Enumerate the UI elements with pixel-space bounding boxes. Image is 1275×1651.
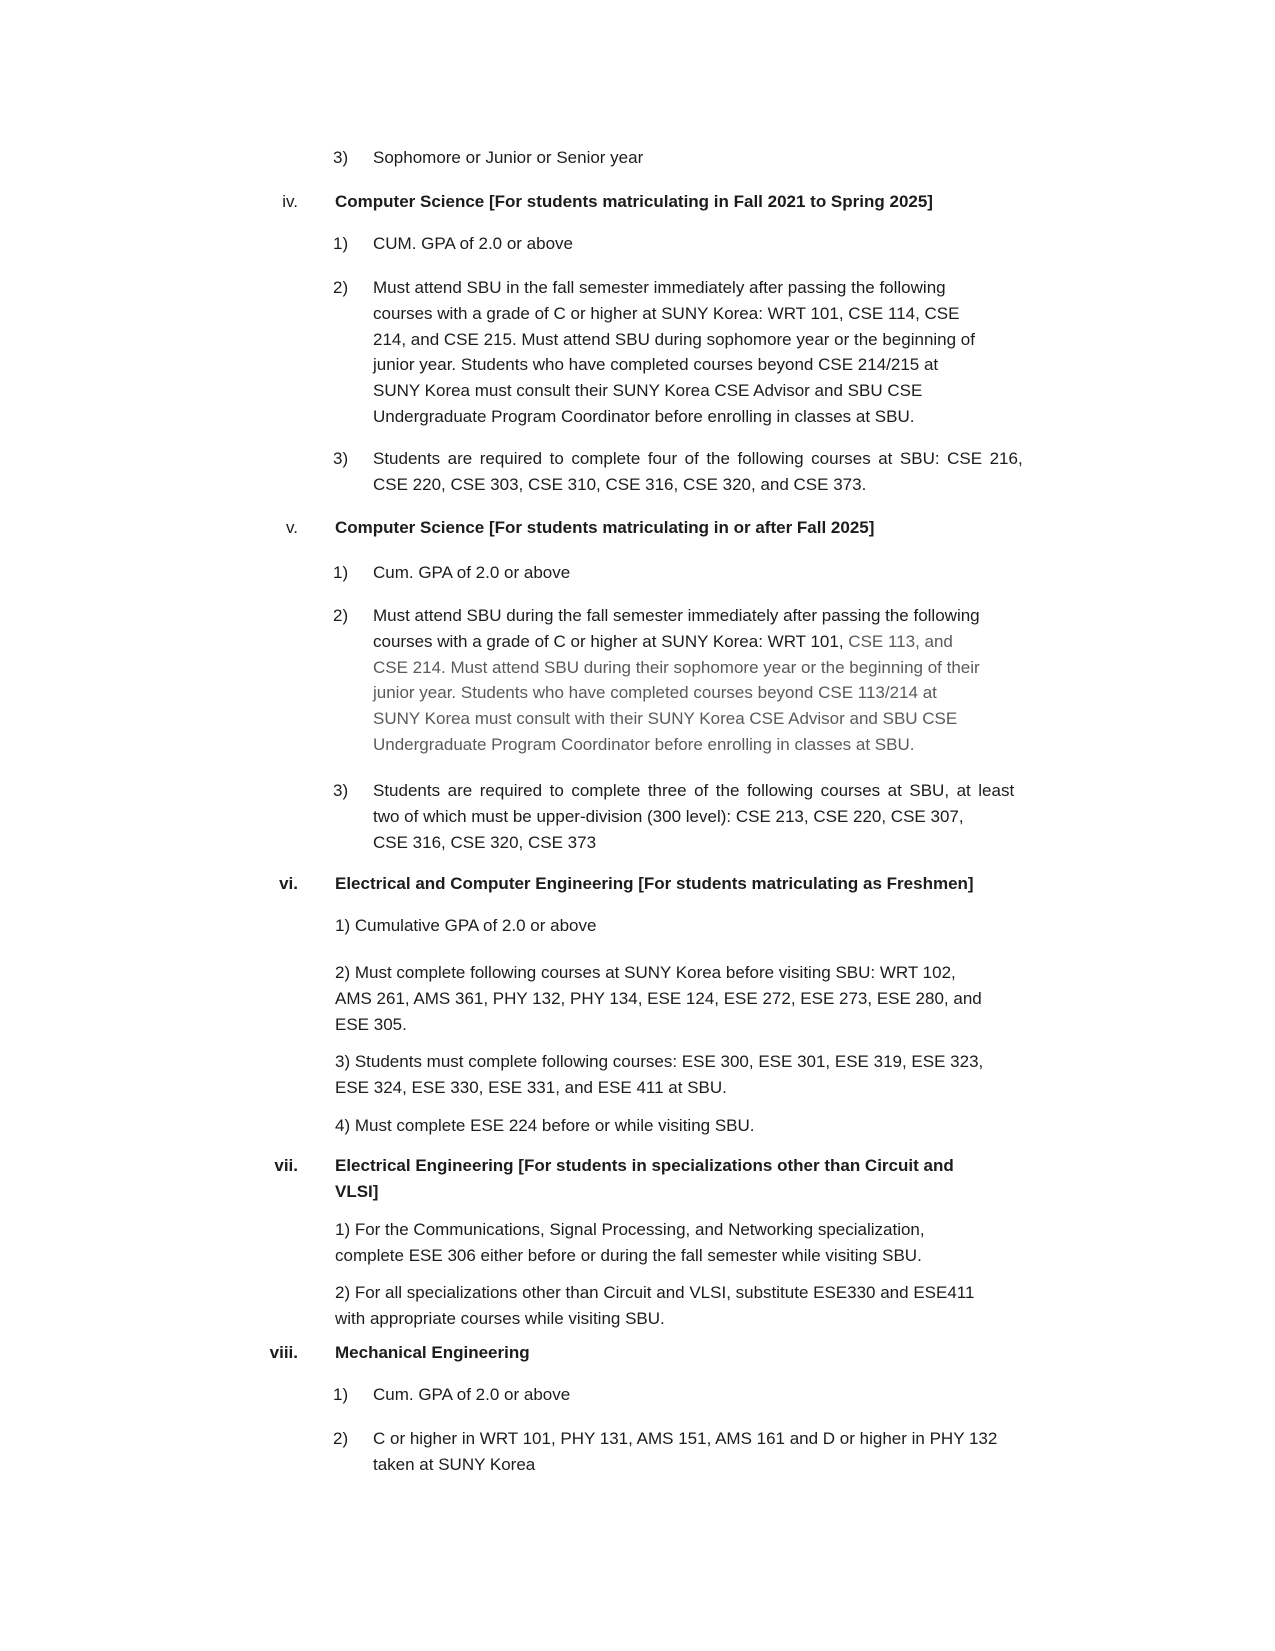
list-item-text [373,778,1097,855]
text-line: courses with a grade of C or higher at SUNY Korea: WRT 101, CSE 114, CSE [373,303,960,323]
roman-numeral-v: v. [286,518,298,537]
section-heading-vi [279,871,1085,897]
text-line: 4) Must complete ESE 224 before or while visiting SBU. [335,1116,755,1135]
text-line: CSE 220, CSE 303, CSE 310, CSE 316, CSE 320, and CSE 373. [373,474,867,494]
list-item-text [373,1426,1097,1478]
text-line-gray: SUNY Korea must consult with their SUNY Korea CSE Advisor and SBU CSE [373,709,958,729]
roman-numeral-vii: vii. [274,1156,298,1175]
list-item-viii-2 [333,1426,1097,1478]
list-item-number: 3) [333,781,349,800]
section-title-viii: Mechanical Engineering [335,1343,530,1362]
section-heading-viii [269,1340,1085,1366]
text-line: Students are required to complete three of the following courses at SBU, at least [373,781,1015,800]
list-item-number: 2) [333,1429,349,1448]
list-item-v-1 [333,560,1097,586]
text-line: two of which must be upper-division (300 level): CSE 213, CSE 220, CSE 307, [373,806,964,826]
text-line: 2) Must complete following courses at SUNY Korea before visiting SBU: WRT 102, [335,963,956,982]
section-heading-iv [282,189,1085,215]
list-item-text: Cum. GPA of 2.0 or above [373,1385,571,1404]
roman-numeral-iv: iv. [282,192,298,211]
list-item-text: Sophomore or Junior or Senior year [373,148,644,167]
list-item-text [373,603,1097,758]
section-heading-v [286,515,1085,541]
text-line: Students are required to complete four of the following courses at SBU: CSE 216, [373,449,1023,468]
list-item-iv-2 [333,275,1097,430]
list-item-text [373,275,1097,430]
roman-numeral-vi: vi. [279,874,298,893]
list-item-iv-3 [333,446,1097,498]
roman-numeral-viii: viii. [269,1343,298,1362]
paragraph-vii-2 [335,1280,1087,1332]
section-title-iv: Computer Science [For students matriculating in Fall 2021 to Spring 2025] [335,192,933,211]
section-title-line: Electrical Engineering [For students in specializations other than Circuit and [335,1156,954,1175]
list-item-iv-1 [333,231,1097,257]
paragraph-vii-1 [335,1217,1087,1269]
text-line: with appropriate courses while visiting SBU. [335,1308,665,1328]
text-line: SUNY Korea must consult their SUNY Korea CSE Advisor and SBU CSE [373,381,923,401]
list-item-sophomore-year [333,145,1097,171]
section-title-vi: Electrical and Computer Engineering [For students matriculating as Freshmen] [335,874,974,893]
list-item-number: 1) [333,1385,349,1404]
text-line-gray: Undergraduate Program Coordinator before enrolling in classes at SBU. [373,734,915,754]
text-line: Must attend SBU during the fall semester immediately after passing the following [373,606,980,625]
paragraph-vi-4 [335,1113,1087,1139]
text-line: AMS 261, AMS 361, PHY 132, PHY 134, ESE 124, ESE 272, ESE 273, ESE 280, and [335,988,982,1008]
list-item-viii-1 [333,1382,1097,1408]
list-item-number: 2) [333,606,349,625]
paragraph-vi-1 [335,913,1087,939]
list-item-number: 3) [333,148,349,167]
text-line: junior year. Students who have completed courses beyond CSE 214/215 at [373,355,939,375]
text-line [373,629,1097,655]
paragraph-vi-3 [335,1049,1087,1101]
text-line: 1) Cumulative GPA of 2.0 or above [335,916,597,935]
text-line: 1) For the Communications, Signal Processing, and Networking specialization, [335,1220,925,1239]
list-item-number: 1) [333,563,349,582]
text-segment-gray: CSE 113, and [848,631,953,651]
text-line: C or higher in WRT 101, PHY 131, AMS 151, AMS 161 and D or higher in PHY 132 [373,1429,998,1448]
section-heading-vii [274,1153,1085,1205]
text-line: Must attend SBU in the fall semester immediately after passing the following [373,278,946,297]
text-line: CSE 316, CSE 320, CSE 373 [373,832,597,852]
text-line: 2) For all specializations other than Circuit and VLSI, substitute ESE330 and ESE411 [335,1283,975,1302]
list-item-number: 3) [333,449,349,468]
list-item-v-3 [333,778,1097,855]
text-line: taken at SUNY Korea [373,1454,536,1474]
text-line: complete ESE 306 either before or during the fall semester while visiting SBU. [335,1245,922,1265]
text-segment: courses with a grade of C or higher at SUNY Korea: WRT 101, [373,631,849,651]
list-item-v-2 [333,603,1097,758]
text-line-gray: junior year. Students who have completed courses beyond CSE 113/214 at [373,683,937,703]
list-item-number: 1) [333,234,349,253]
text-line: ESE 305. [335,1014,407,1034]
paragraph-vi-2 [335,960,1087,1037]
list-item-number: 2) [333,278,349,297]
section-title-line: VLSI] [335,1181,379,1201]
list-item-text: CUM. GPA of 2.0 or above [373,234,573,253]
text-line: ESE 324, ESE 330, ESE 331, and ESE 411 at SBU. [335,1077,727,1097]
text-line: Undergraduate Program Coordinator before enrolling in classes at SBU. [373,406,915,426]
text-line-gray: CSE 214. Must attend SBU during their sophomore year or the beginning of their [373,657,980,677]
text-line: 3) Students must complete following courses: ESE 300, ESE 301, ESE 319, ESE 323, [335,1052,984,1071]
list-item-text: Cum. GPA of 2.0 or above [373,563,571,582]
text-line: 214, and CSE 215. Must attend SBU during sophomore year or the beginning of [373,329,975,349]
section-title-v: Computer Science [For students matriculating in or after Fall 2025] [335,518,875,537]
list-item-text [373,446,1097,498]
